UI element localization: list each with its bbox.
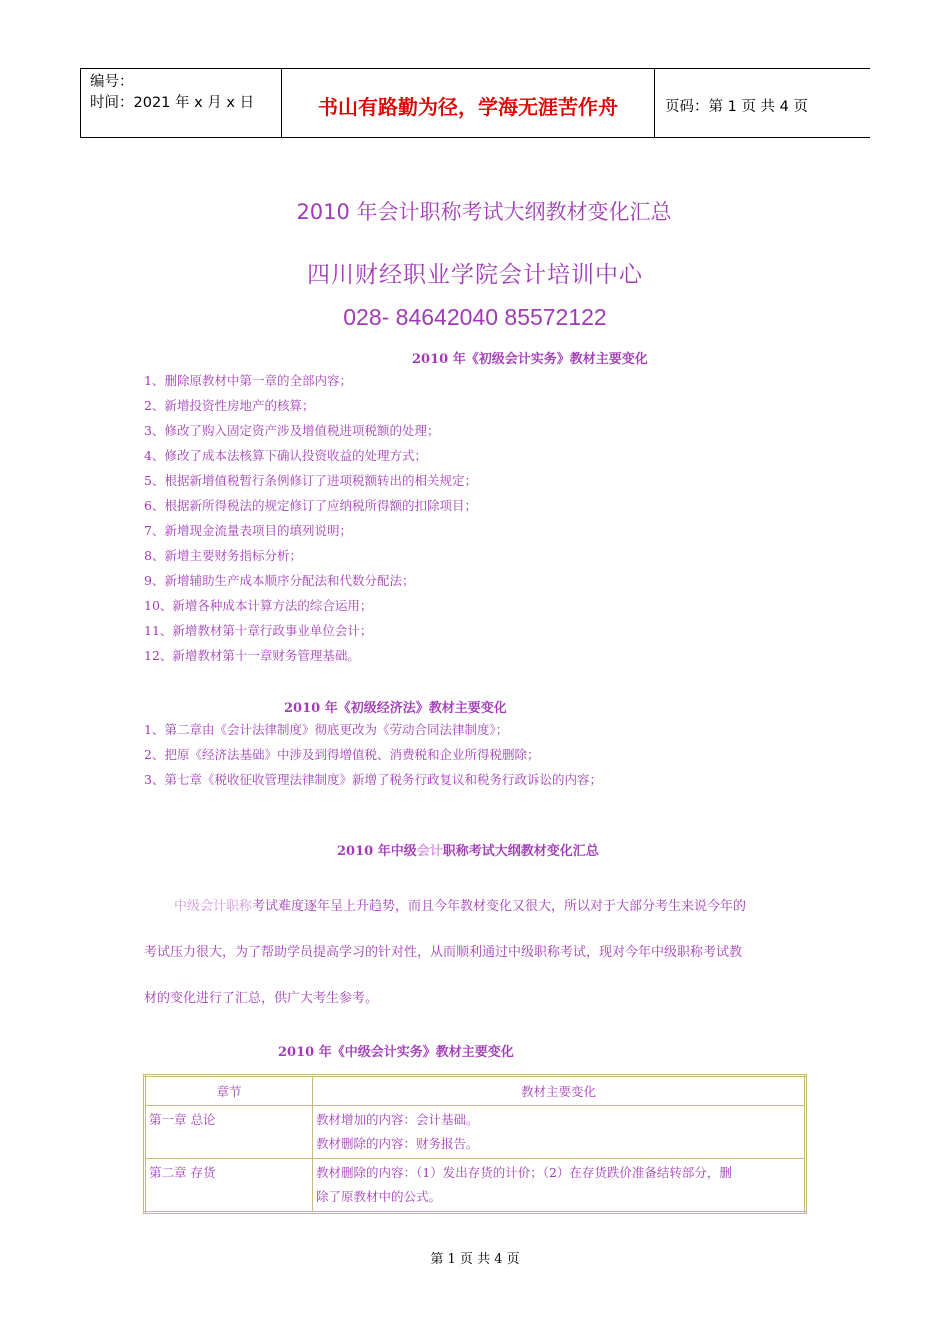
para-text-1: 考试难度逐年呈上升趋势，而且今年教材变化又很大，所以对于大部分考生来说今年的 bbox=[252, 899, 747, 914]
list-item: 8、新增主要财务指标分析； bbox=[144, 548, 302, 563]
section2-list bbox=[144, 717, 602, 792]
changes-cell bbox=[313, 1106, 806, 1159]
column-header-chapter: 章节 bbox=[145, 1076, 313, 1106]
table-row bbox=[145, 1106, 806, 1159]
para-line-2: 考试压力很大，为了帮助学员提高学习的针对性，从而顺利通过中级职称考试，现对今年中级职称考试教 bbox=[144, 945, 743, 960]
para-line-1 bbox=[174, 895, 746, 914]
org-title: 四川财经职业学院会计培训中心 bbox=[307, 262, 643, 288]
table-row bbox=[145, 1159, 806, 1213]
list-item: 12、新增教材第十一章财务管理基础。 bbox=[144, 648, 360, 663]
list-item: 5、根据新增值税暂行条例修订了进项税额转出的相关规定； bbox=[144, 473, 477, 488]
list-item: 6、根据新所得税法的规定修订了应纳税所得额的扣除项目； bbox=[144, 498, 477, 513]
list-item: 9、新增辅助生产成本顺序分配法和代数分配法； bbox=[144, 573, 415, 588]
chapter-cell: 第二章 存货 bbox=[145, 1159, 313, 1213]
changes-cell bbox=[313, 1159, 806, 1213]
para-line-3: 材的变化进行了汇总，供广大考生参考。 bbox=[144, 991, 379, 1006]
header-left-cell bbox=[90, 72, 254, 114]
list-item: 3、第七章《税收征收管理法律制度》新增了税务行政复议和税务行政诉讼的内容； bbox=[144, 772, 602, 787]
section4-heading: 2010 年《中级会计实务》教材主要变化 bbox=[278, 1045, 514, 1060]
number-label: 编号： bbox=[90, 74, 134, 90]
list-item: 7、新增现金流量表项目的填列说明； bbox=[144, 523, 352, 538]
list-item: 1、第二章由《会计法律制度》彻底更改为《劳动合同法律制度》； bbox=[144, 722, 509, 737]
section1-heading: 2010 年《初级会计实务》教材主要变化 bbox=[412, 352, 648, 367]
change-line: 除了原教材中的公式。 bbox=[316, 1189, 442, 1204]
header-left-border bbox=[80, 69, 81, 137]
main-title: 2010 年会计职称考试大纲教材变化汇总 bbox=[296, 200, 672, 224]
change-line: 教材增加的内容：会计基础。 bbox=[316, 1112, 479, 1127]
section3-heading-link[interactable]: 会计 bbox=[416, 844, 443, 859]
header-table bbox=[80, 68, 870, 138]
list-item: 11、新增教材第十章行政事业单位会计； bbox=[144, 623, 373, 638]
column-header-changes: 教材主要变化 bbox=[313, 1076, 806, 1106]
time-label: 时间：2021 年 x 月 x 日 bbox=[90, 95, 255, 111]
motto: 书山有路勤为径，学海无涯苦作舟 bbox=[318, 95, 618, 119]
list-item: 4、修改了成本法核算下确认投资收益的处理方式； bbox=[144, 448, 427, 463]
page-footer: 第 1 页 共 4 页 bbox=[430, 1252, 520, 1267]
list-item: 3、修改了购入固定资产涉及增值税进项税额的处理； bbox=[144, 423, 440, 438]
page-label: 页码：第 1 页 共 4 页 bbox=[665, 99, 808, 115]
section1-list bbox=[144, 368, 477, 668]
phone-title: 028- 84642040 85572122 bbox=[343, 304, 607, 330]
chapter-cell: 第一章 总论 bbox=[145, 1106, 313, 1159]
header-divider-2 bbox=[654, 69, 655, 137]
section3-heading-part3: 职称考试大纲教材变化汇总 bbox=[442, 844, 599, 859]
change-line: 教材删除的内容：财务报告。 bbox=[316, 1136, 479, 1151]
changes-table bbox=[143, 1074, 807, 1214]
list-item: 2、把原《经济法基础》中涉及到得增值税、消费税和企业所得税删除； bbox=[144, 747, 540, 762]
para-highlight-link[interactable]: 中级会计职称 bbox=[174, 899, 253, 914]
list-item: 2、新增投资性房地产的核算； bbox=[144, 398, 315, 413]
list-item: 10、新增各种成本计算方法的综合运用； bbox=[144, 598, 373, 613]
list-item: 1、删除原教材中第一章的全部内容； bbox=[144, 373, 352, 388]
section3-heading-part1: 2010 年中级 bbox=[337, 844, 417, 859]
section2-heading: 2010 年《初级经济法》教材主要变化 bbox=[284, 701, 507, 716]
table-header-row bbox=[145, 1076, 806, 1106]
change-line: 教材删除的内容：（1）发出存货的计价；（2）在存货跌价准备结转部分，删 bbox=[316, 1165, 732, 1180]
section3-heading bbox=[337, 840, 599, 859]
